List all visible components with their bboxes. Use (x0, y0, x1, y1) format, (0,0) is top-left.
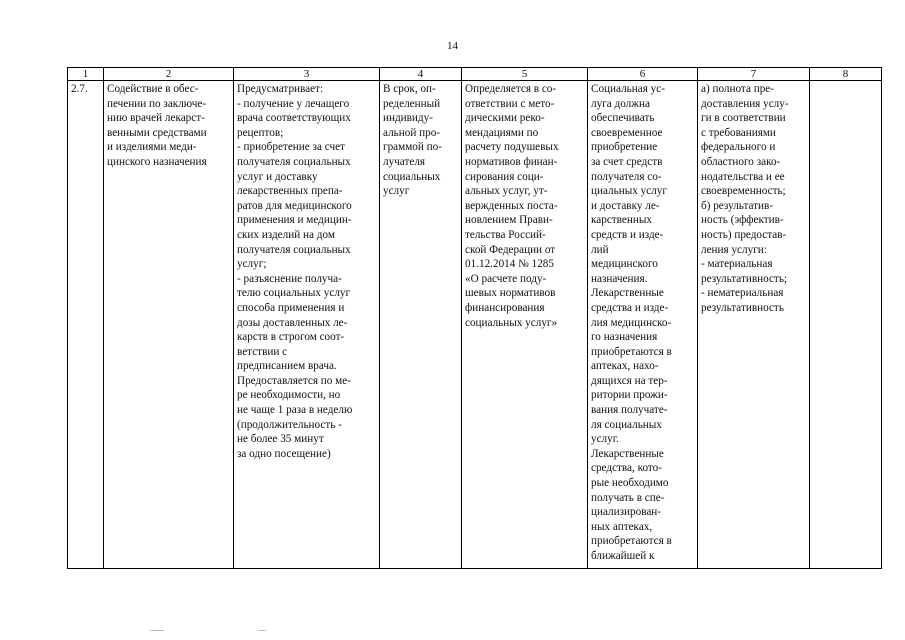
cell-line: финансирования (465, 301, 545, 314)
cell-line: с требованиями (701, 126, 776, 139)
cell-line: альных услуг, ут- (465, 185, 548, 198)
cell-line: вержденных поста- (465, 199, 558, 212)
cell-line: получателя социальных (237, 243, 351, 256)
cell-line: мендациями по (465, 126, 539, 139)
cell-line: и доставку ле- (591, 199, 660, 212)
cell-line: дозы доставленных ле- (237, 316, 348, 329)
cell-line: средств и изде- (591, 228, 664, 241)
cell-line: ской Федерации от (465, 243, 556, 256)
cell-line: приобретаются в (591, 345, 672, 358)
cell-line: телю социальных услуг (237, 287, 351, 300)
cell-line: получателя социальных (237, 155, 351, 168)
cell-line: доставления услу- (701, 97, 789, 110)
cell-line: за счет средств (591, 155, 663, 168)
cell-line: ги в соответствии (701, 112, 786, 125)
cell-line: дящихся на тер- (591, 374, 668, 387)
cell-line: Лекарственные (591, 447, 664, 460)
cell-line: В срок, оп- (383, 83, 436, 95)
cell-line: получать в спе- (591, 491, 665, 504)
cell-line: социальных (383, 170, 441, 183)
cell-line: циализирован- (591, 506, 662, 519)
cell-line: средства, кото- (591, 462, 662, 475)
cell-line: б) результатив- (701, 199, 774, 212)
column-header: 8 (810, 68, 882, 81)
cell-line: федерального и (701, 141, 776, 154)
service-quality-cell (698, 81, 810, 569)
cell-line: - получение у лечащего (237, 97, 350, 110)
cell-line: новлением Прави- (465, 214, 553, 227)
cell-line: предписанием врача. (237, 360, 337, 373)
cell-line: применения и медицин- (237, 214, 352, 227)
cell-line: карственных (591, 214, 652, 227)
table-row (68, 81, 882, 569)
cell-line: Предусматривает: (237, 83, 324, 95)
cell-line: социальных услуг» (465, 316, 558, 329)
cell-line: своевременность; (701, 185, 786, 198)
cell-line: и изделиями меди- (107, 141, 197, 154)
row-number: 2.7. (71, 83, 88, 95)
cell-line: а) полнота пре- (701, 83, 774, 95)
cell-line: шевых нормативов (465, 287, 556, 300)
column-header: 6 (588, 68, 698, 81)
cell-line: ближайшей к (591, 550, 655, 562)
cell-line: обеспечивать (591, 112, 655, 125)
cell-line: ность) предостав- (701, 228, 787, 241)
scan-mark (150, 630, 164, 631)
cell-line: ления услуги: (701, 243, 767, 256)
cell-line: ветствии с (237, 345, 288, 358)
column-header: 2 (104, 68, 234, 81)
cell-line: рецептов; (237, 126, 284, 139)
cell-line: услуг (383, 185, 410, 198)
cell-line: способа применения и (237, 301, 345, 314)
column-header: 4 (380, 68, 462, 81)
cell-line: результативность; (701, 272, 788, 285)
page-number: 14 (447, 40, 458, 52)
cell-line: лучателя (383, 155, 426, 168)
cell-line: аптеках, нахо- (591, 360, 659, 373)
cell-line: лий (591, 243, 609, 256)
cell-line: получателя со- (591, 170, 662, 183)
scan-mark (258, 630, 266, 631)
column-header: 7 (698, 68, 810, 81)
cell-line: ответствии с мето- (465, 97, 555, 110)
cell-line: ских изделий на дом (237, 228, 335, 241)
cell-line: печении по заключе- (107, 97, 207, 110)
cell-line: результативность (701, 301, 784, 314)
cell-line: Содействие в обес- (107, 83, 199, 95)
cell-line: нию врачей лекарст- (107, 112, 205, 125)
service-description-cell (234, 81, 380, 569)
cell-line: рые необходимо (591, 477, 669, 490)
cell-line: дическими реко- (465, 112, 545, 125)
cell-line: - разъяснение получа- (237, 272, 342, 285)
cell-line: за одно посещение) (237, 447, 331, 460)
cell-line: медицинского (591, 258, 658, 271)
cell-line: услуг и доставку (237, 170, 318, 183)
cell-line: граммой по- (383, 141, 442, 154)
cell-line: Лекарственные (591, 287, 664, 300)
cell-line: средства и изде- (591, 301, 669, 314)
cell-line: Определяется в со- (465, 83, 557, 95)
cell-line: не более 35 минут (237, 433, 324, 446)
service-name-cell (104, 81, 234, 569)
cell-line: ределенный (383, 97, 441, 110)
cell-line: - материальная (701, 258, 773, 271)
cell-line: услуг. (591, 433, 619, 446)
cell-line: вания получате- (591, 404, 668, 417)
service-term-cell (380, 81, 462, 569)
cell-line: (продолжительность - (237, 418, 342, 431)
column-header: 1 (68, 68, 104, 81)
cell-line: лия медицинско- (591, 316, 672, 329)
cell-line: ритории прожи- (591, 389, 668, 402)
cell-line: карств в строгом соот- (237, 331, 345, 344)
cell-line: 01.12.2014 № 1285 (465, 258, 554, 271)
cell-line: сирования соци- (465, 170, 544, 183)
cell-line: своевременное (591, 126, 663, 139)
cell-line: нодательства и ее (701, 170, 785, 183)
cell-line: ре необходимости, но (237, 389, 341, 402)
cell-line: врача соответствующих (237, 112, 351, 125)
cell-line: ных аптеках, (591, 520, 653, 533)
cell-line: приобретение (591, 141, 658, 154)
services-table (67, 67, 882, 569)
service-extra-cell (810, 81, 882, 569)
cell-line: венными средствами (107, 126, 207, 139)
cell-line: альной про- (383, 126, 441, 139)
cell-line: ратов для медицинского (237, 199, 352, 212)
cell-line: лекарственных препа- (237, 185, 343, 198)
column-header: 3 (234, 68, 380, 81)
cell-line: го назначения (591, 331, 658, 344)
cell-line: луга должна (591, 97, 650, 110)
cell-line: услуг; (237, 258, 267, 271)
service-cost-cell (462, 81, 588, 569)
cell-line: - приобретение за счет (237, 141, 345, 154)
cell-line: нормативов финан- (465, 155, 558, 168)
row-number-cell (68, 81, 104, 569)
service-conditions-cell (588, 81, 698, 569)
cell-line: тельства Россий- (465, 228, 546, 241)
cell-line: Социальная ус- (591, 83, 665, 95)
cell-line: расчету подушевых (465, 141, 559, 154)
cell-line: областного зако- (701, 155, 781, 168)
cell-line: цинского назначения (107, 155, 207, 168)
cell-line: - нематериальная (701, 287, 784, 300)
header-row (68, 68, 882, 81)
cell-line: Предоставляется по ме- (237, 374, 351, 387)
cell-line: назначения. (591, 272, 648, 285)
cell-line: циальных услуг (591, 185, 667, 198)
cell-line: индивиду- (383, 112, 433, 125)
cell-line: приобретаются в (591, 535, 672, 548)
cell-line: не чаще 1 раза в неделю (237, 404, 353, 417)
cell-line: ля социальных (591, 418, 662, 431)
cell-line: ность (эффектив- (701, 214, 784, 227)
column-header: 5 (462, 68, 588, 81)
cell-line: «О расчете поду- (465, 272, 547, 285)
